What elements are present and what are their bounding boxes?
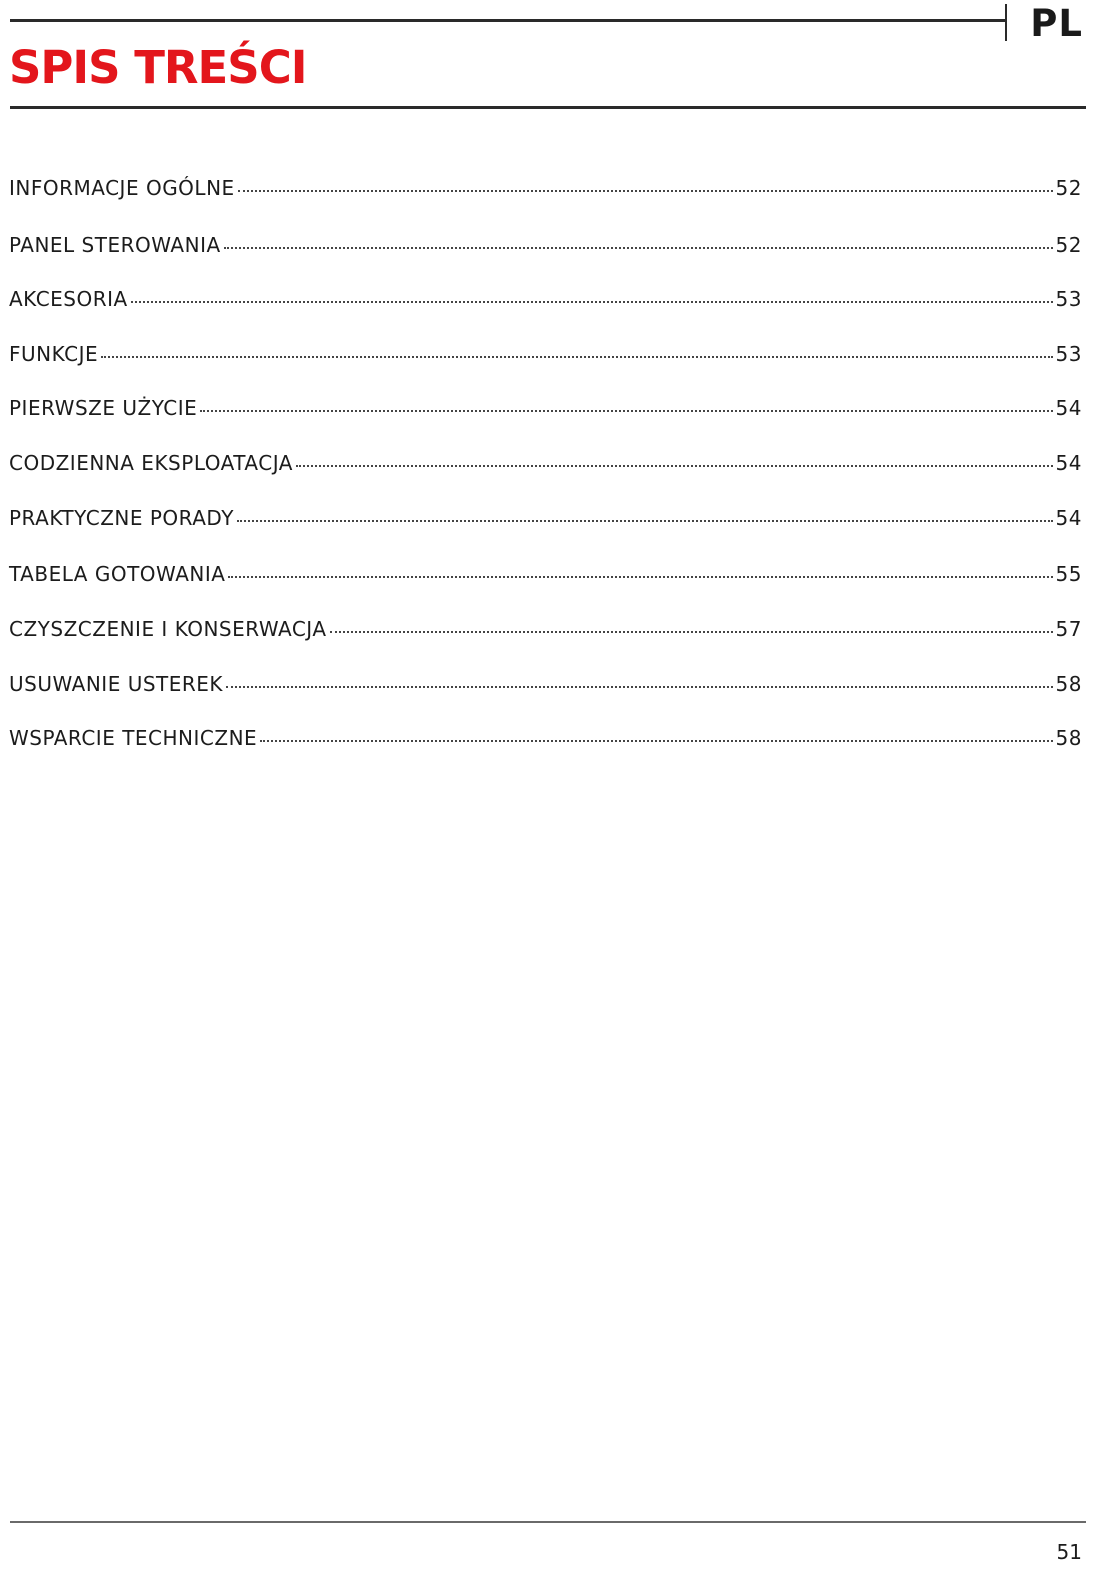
toc-dot-leader	[101, 356, 1052, 358]
toc-dot-leader	[237, 520, 1053, 522]
toc-dot-leader	[296, 465, 1053, 467]
toc-dot-leader	[131, 301, 1053, 303]
toc-entry-title: INFORMACJE OGÓLNE	[9, 176, 235, 200]
footer-rule	[10, 1521, 1086, 1523]
language-code: PL	[1030, 2, 1083, 45]
toc-dot-leader	[228, 576, 1052, 578]
toc-entry-page: 58	[1055, 672, 1082, 696]
toc-entry-page: 54	[1055, 506, 1082, 530]
toc-dot-leader	[224, 247, 1053, 249]
toc-entry-page: 54	[1055, 396, 1082, 420]
header-top-rule	[10, 19, 1007, 22]
toc-dot-leader	[226, 686, 1053, 688]
title-rule	[10, 106, 1086, 109]
toc-entry-title: TABELA GOTOWANIA	[9, 562, 226, 586]
toc-entry-page: 52	[1055, 233, 1082, 257]
toc-dot-leader	[238, 190, 1053, 192]
page-number: 51	[1056, 1540, 1082, 1564]
toc-entry-title: CZYSZCZENIE I KONSERWACJA	[9, 617, 327, 641]
toc-entry-page: 55	[1055, 562, 1082, 586]
toc-entry-title: PANEL STEROWANIA	[9, 233, 221, 257]
toc-entry-usuwanie-usterek[interactable]	[9, 668, 1082, 700]
toc-dot-leader	[330, 631, 1053, 633]
toc-entry-codzienna-eksploatacja[interactable]	[9, 447, 1082, 479]
toc-entry-page: 53	[1055, 342, 1082, 366]
toc-entry-akcesoria[interactable]	[9, 283, 1082, 315]
toc-entry-wsparcie-techniczne[interactable]	[9, 722, 1082, 754]
toc-entry-title: USUWANIE USTEREK	[9, 672, 224, 696]
page-title: SPIS TREŚCI	[9, 41, 307, 94]
toc-entry-panel-sterowania[interactable]	[9, 229, 1082, 261]
toc-entry-tabela-gotowania[interactable]	[9, 558, 1082, 590]
toc-entry-page: 52	[1055, 176, 1082, 200]
toc-entry-pierwsze-uzycie[interactable]	[9, 392, 1082, 424]
toc-dot-leader	[200, 410, 1052, 412]
toc-entry-page: 54	[1055, 451, 1082, 475]
toc-entry-funkcje[interactable]	[9, 338, 1082, 370]
toc-entry-title: CODZIENNA EKSPLOATACJA	[9, 451, 293, 475]
toc-entry-informacje-ogolne[interactable]	[9, 172, 1082, 204]
toc-entry-title: FUNKCJE	[9, 342, 99, 366]
toc-entry-page: 58	[1055, 726, 1082, 750]
toc-entry-title: PRAKTYCZNE PORADY	[9, 506, 234, 530]
toc-entry-title: WSPARCIE TECHNICZNE	[9, 726, 258, 750]
toc-entry-praktyczne-porady[interactable]	[9, 502, 1082, 534]
header-tick-mark	[1005, 4, 1007, 41]
toc-entry-title: AKCESORIA	[9, 287, 128, 311]
toc-entry-page: 57	[1055, 617, 1082, 641]
toc-dot-leader	[260, 740, 1052, 742]
toc-entry-page: 53	[1055, 287, 1082, 311]
toc-entry-title: PIERWSZE UŻYCIE	[9, 396, 198, 420]
toc-entry-czyszczenie-i-konserwacja[interactable]	[9, 613, 1082, 645]
